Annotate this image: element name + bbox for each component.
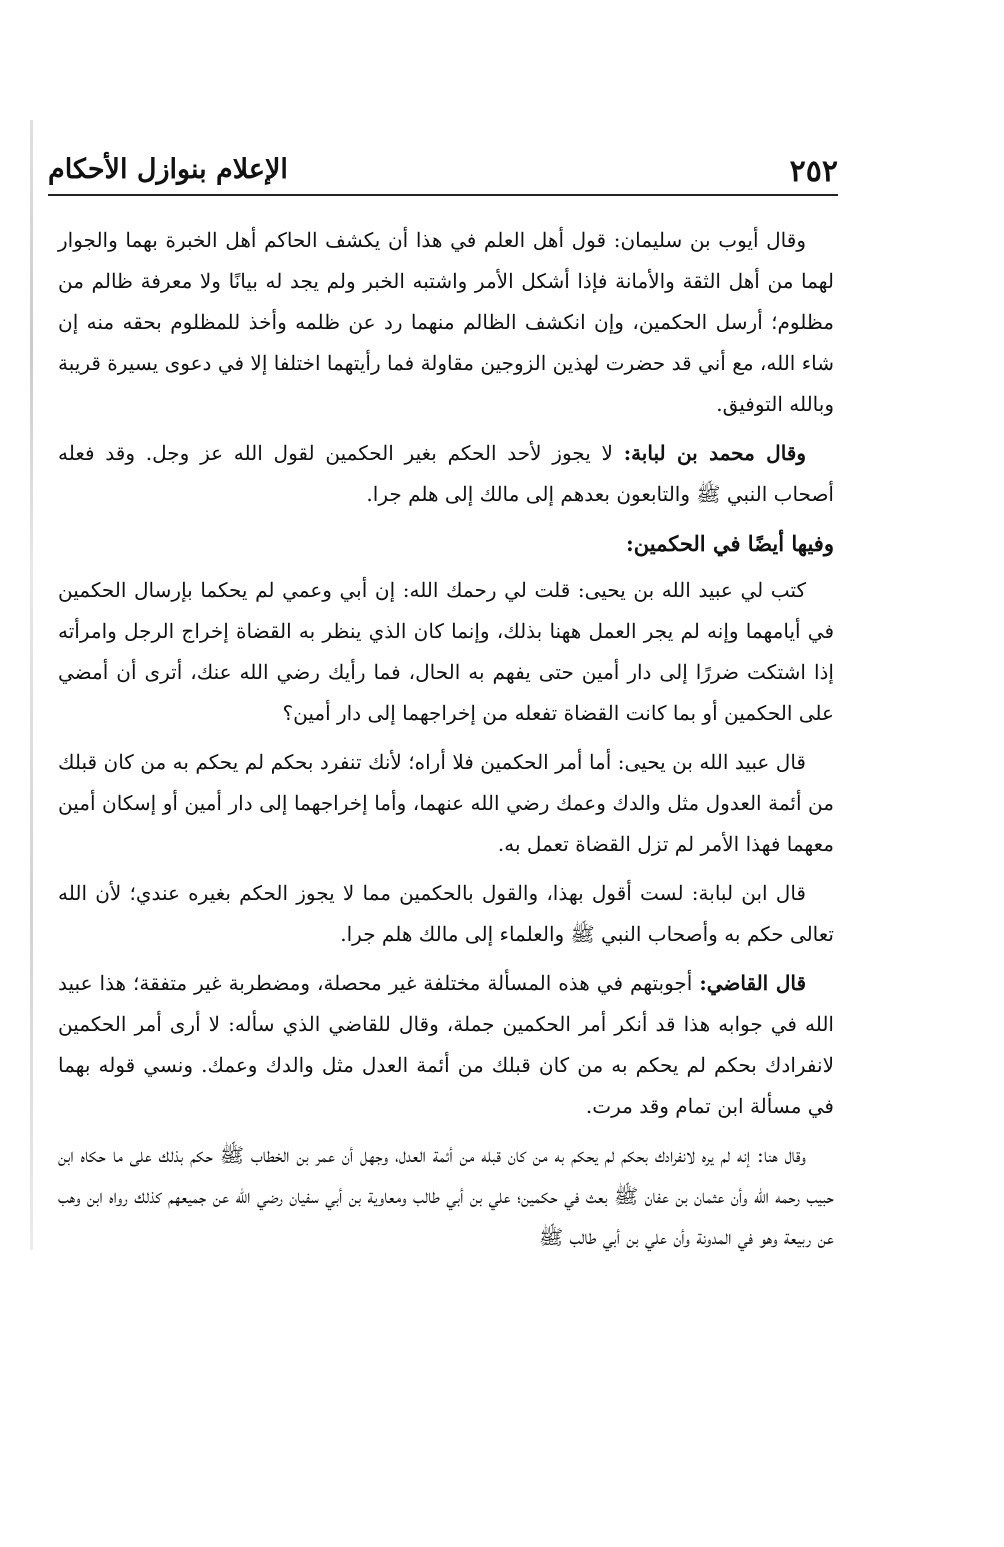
- paragraph-ibn-lubaba-2: قال ابن لبابة: لست أقول بهذا، والقول بالحكمين مما لا يجوز الحكم بغيره عندي؛ لأن الله تعالى حكم به وأصحاب النبي ﷺ والعلماء إلى مالك هلم جرا.: [58, 881, 834, 946]
- section-subheading: وفيها أيضًا في الحكمين:: [626, 531, 834, 556]
- speaker-label: قال القاضي:: [699, 971, 807, 995]
- paragraph-text: أجوبتهم في هذه المسألة مختلفة غير محصلة، ومضطربة غير متفقة؛ هذا عبيد الله في جوابه هذا قد أنكر أمر الحكمين جملة، وقال للقاضي الذي سأله: لا أرى أمر الحكمين لانفرادك بحكم لم يحكم به من كان قبلك من أئمة العدل مثل والدك وعمك. ونسي قوله بهما في مسألة ابن تمام وقد مرت.: [58, 971, 834, 1118]
- paragraph-qadi: [58, 963, 834, 1127]
- paragraph-letter: كتب لي عبيد الله بن يحيى: قلت لي رحمك الله: إن أبي وعمي لم يحكما بإرسال الحكمين في أيامهما وإنه لم يجر العمل ههنا بذلك، وإنما كان الذي ينظر به القضاة إخراج الرجل وامرأته إذا اشتكت ضررًا إلى دار أمين حتى يفهم به الحال، فما رأيك رضي الله عنك، أترى أن أمضي على الحكمين أو بما كانت القضاة تفعله من إخراجهما إلى دار أمين؟: [58, 578, 834, 725]
- paragraph-ayyub: وقال أيوب بن سليمان: قول أهل العلم في هذا أن يكشف الحاكم أهل الخبرة بهما والجوار لهما من أهل الثقة والأمانة فإذا أشكل الأمر واشتبه الخبر ولم يجد له بيانًا ولا معرفة ظالم من مظلوم؛ أرسل الحكمين، وإن انكشف الظالم منهما رد عن ظلمه وأخذ للمظلوم بحقه منه إن شاء الله، مع أني قد حضرت لهذين الزوجين مقاولة فما رأيتهما اختلفا إلا في دعوى يسيرة قريبة وبالله التوفيق.: [58, 228, 834, 416]
- page-header: [48, 150, 838, 190]
- speaker-label: وقال محمد بن لبابة:: [623, 441, 807, 465]
- paragraph-ibn-lubaba-1: [58, 433, 834, 515]
- paragraph-text: لا يجوز لأحد الحكم بغير الحكمين لقول الله عز وجل. وقد فعله أصحاب النبي ﷺ والتابعون بعدهم إلى مالك إلى هلم جرا.: [58, 441, 834, 506]
- header-rule: [48, 194, 838, 196]
- scan-edge-shadow: [30, 120, 33, 1250]
- paragraph-ubaydullah-reply: قال عبيد الله بن يحيى: أما أمر الحكمين فلا أراه؛ لأنك تنفرد بحكم لم يحكم به من كان قبلك من أئمة العدول مثل والدك وعمك رضي الله عنهما، وأما إخراجهما إلى دار أمين أو إسكان أمين معهما فهذا الأمر لم تزل القضاة تعمل به.: [58, 750, 834, 856]
- running-title: الإعلام بنوازل الأحكام: [48, 154, 288, 185]
- paragraph-continuation: وقال هنا: إنه لم يره لانفرادك بحكم لم يحكم به من كان قبله من أئمة العدل، وجهل أن عمر بن الخطاب ﷺ حكم بذلك على ما حكاه ابن حبيب رحمه الله وأن عثمان بن عفان ﷺ بعث في حكمين؛ علي بن أبي طالب ومعاوية بن أبي سفيان رضي الله عن جميعهم كذلك رواه ابن وهب عن ربيعة وهو في المدونة وأن علي بن أبي طالب ﷺ: [58, 1143, 834, 1249]
- page-body: [58, 220, 834, 1266]
- page-number: ٢٥٢: [789, 154, 838, 189]
